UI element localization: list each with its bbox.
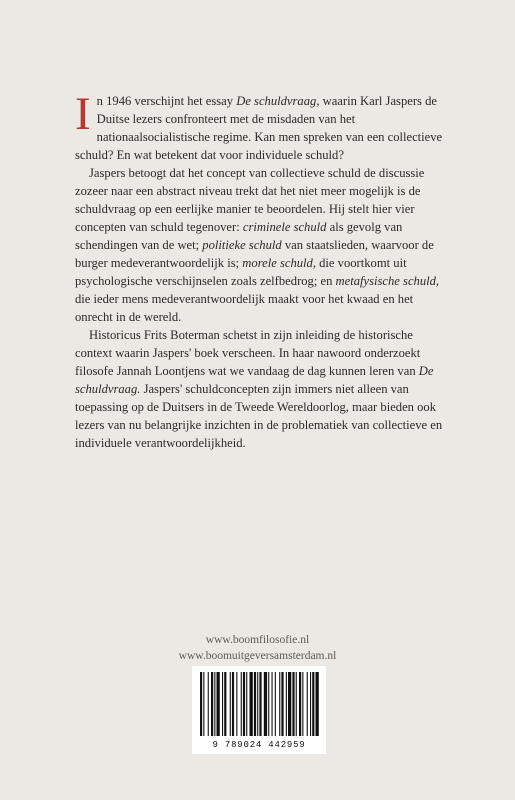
contributors-text-a: Historicus Frits Boterman schetst in zijn inleiding de historische context waarin Jaspers' boek verscheen. In haar nawoord onderzoekt filosofe Jannah Loontjens wat we vandaag de dag kunnen leren van (75, 328, 421, 378)
barcode-bars (192, 666, 326, 740)
barcode-bar (232, 672, 234, 736)
barcode-bar (272, 672, 273, 736)
contributors-text-c: Jaspers' schuldconcepten zijn immers niet alleen van toepassing op de Duitsers in de Tweede Wereldoorlog, maar bieden ook lezers van nu belangrijke inzichten in de problematiek van collectieve en individuele verantwoordelijkheid. (75, 382, 443, 450)
concepts-text-i: die ieder mens medeverantwoordelijk maakt voor het kwaad en het onrecht in de wereld. (75, 292, 414, 324)
barcode-bar (299, 672, 301, 736)
concepts-text-a: Jaspers betoogt dat het concept van collectieve schuld de discussie zozeer naar een abstract niveau trekt dat het niet meer mogelijk is de schuldvraag op een eerlijke manier te beoordelen. Hij stelt hier vier concepten van schuld tegenover: (75, 166, 425, 234)
intro-text-c: waarin Karl Jaspers de Duitse lezers confronteert met de misdaden van het nationaalsocialistische regime. Kan men spreken van een collectieve schuld? En wat betekent dat voor individuele schuld? (75, 94, 443, 162)
barcode-bar (236, 672, 237, 736)
isbn-barcode (192, 666, 326, 754)
barcode-bar (222, 672, 223, 736)
blurb (75, 88, 445, 452)
url-boomfilosofie: www.boomfilosofie.nl (205, 634, 310, 646)
barcode-bar (254, 672, 256, 736)
book-title-italic: De schuldvraag, (236, 94, 320, 108)
concept-moral: morele schuld, (242, 256, 316, 270)
barcode-bar (230, 672, 231, 736)
barcode-bar (211, 672, 213, 736)
concepts-text-e: van staatslieden, waarvoor de burger medeverantwoordelijk is; (75, 238, 434, 270)
book-title-italic-2: De schuldvraag. (75, 364, 434, 396)
barcode-bar (214, 672, 215, 736)
barcode-bar (224, 672, 226, 736)
barcode-bar (246, 672, 247, 736)
barcode-bar (275, 672, 276, 736)
paragraph-intro (75, 88, 445, 164)
barcode-bar (264, 672, 267, 736)
barcode-bar (312, 672, 314, 736)
concept-metaphysical: metafysische schuld, (335, 274, 440, 288)
barcode-bar (296, 672, 297, 736)
barcode-bar (279, 672, 280, 736)
barcode-bar (286, 672, 287, 736)
barcode-bar (200, 672, 202, 736)
barcode-bar (288, 672, 291, 736)
barcode-bar (257, 672, 258, 736)
barcode-bar (250, 672, 253, 736)
concepts-text-g: die voortkomt uit psychologische verschijnselen zoals zelfbedrog; en (75, 256, 407, 288)
barcode-bar (307, 672, 308, 736)
url-boomuitgevers: www.boomuitgeversamsterdam.nl (178, 650, 337, 662)
paragraph-contributors (75, 326, 445, 452)
barcode-bar (268, 672, 269, 736)
barcode-bar (208, 672, 209, 736)
barcode-bar (259, 672, 261, 736)
barcode-bar (203, 672, 204, 736)
barcode-bar (292, 672, 294, 736)
concept-criminal: criminele schuld (242, 220, 327, 234)
drop-cap: I (75, 88, 91, 140)
intro-text-a: n 1946 verschijnt het essay (96, 94, 237, 108)
paragraph-concepts (75, 164, 445, 326)
barcode-bar (316, 672, 319, 736)
barcode-bar (302, 672, 303, 736)
barcode-bar (281, 672, 283, 736)
barcode-bar (310, 672, 311, 736)
concepts-text-c: als gevolg van schendingen van de wet; (75, 220, 403, 252)
isbn-number: 9 789024 442959 (212, 740, 306, 750)
barcode-bar (217, 672, 220, 736)
publisher-urls (0, 632, 515, 664)
barcode-bar (243, 672, 245, 736)
barcode-bar (241, 672, 242, 736)
concept-political: politieke schuld (202, 238, 282, 252)
